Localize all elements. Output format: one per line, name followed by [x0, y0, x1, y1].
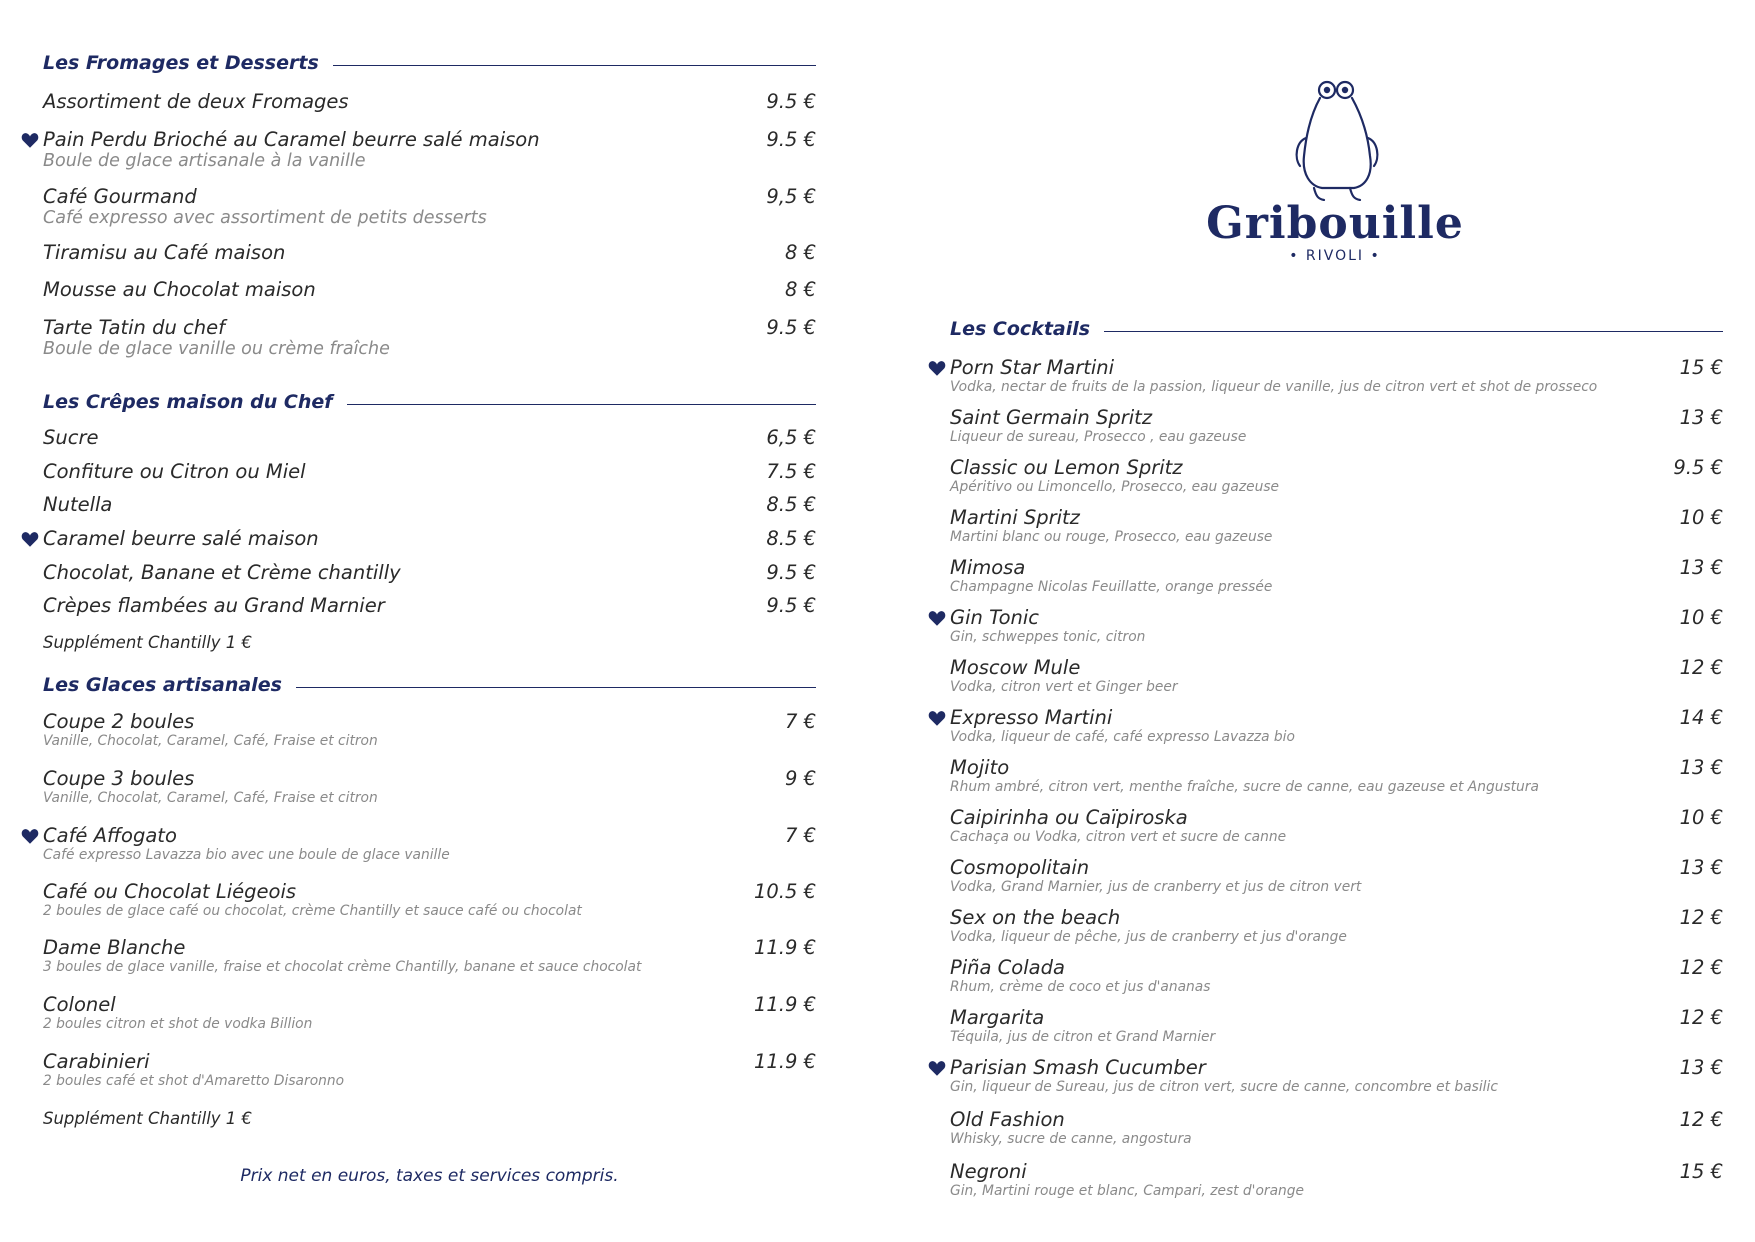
item-price: 12 € — [1679, 1108, 1723, 1131]
section-title: Les Fromages et Desserts — [43, 52, 333, 74]
item-name: Coupe 2 boules — [43, 710, 195, 733]
item-price: 9.5 € — [1673, 456, 1723, 479]
menu-item — [950, 507, 1723, 546]
item-description: Téquila, jus de citron et Grand Marnier — [950, 1029, 1216, 1045]
item-price: 12 € — [1679, 1006, 1723, 1029]
menu-item — [950, 457, 1723, 496]
item-price: 11.9 € — [753, 936, 816, 959]
item-price: 13 € — [1679, 756, 1723, 779]
item-description: Vodka, Grand Marnier, jus de cranberry et jus de citron vert — [950, 879, 1362, 895]
menu-item — [950, 1007, 1723, 1046]
item-name: Parisian Smash Cucumber — [950, 1056, 1206, 1079]
item-price: 13 € — [1679, 556, 1723, 579]
item-description: 2 boules de glace café ou chocolat, crème Chantilly et sauce café ou chocolat — [43, 903, 582, 919]
menu-item — [43, 881, 816, 920]
menu-item — [43, 279, 816, 301]
item-name: Dame Blanche — [43, 936, 186, 959]
item-name: Confiture ou Citron ou Miel — [43, 460, 306, 483]
item-price: 13 € — [1679, 406, 1723, 429]
item-price: 15 € — [1679, 1160, 1723, 1183]
section-crepes-header — [43, 391, 816, 421]
heart-icon — [928, 610, 946, 627]
mascot-icon — [1190, 76, 1480, 201]
item-name: Saint Germain Spritz — [950, 406, 1153, 429]
menu-item — [950, 557, 1723, 596]
item-description: Boule de glace vanille ou crème fraîche — [43, 339, 390, 359]
item-description: Café expresso Lavazza bio avec une boule de glace vanille — [43, 847, 450, 863]
item-description: Martini blanc ou rouge, Prosecco, eau gazeuse — [950, 529, 1273, 545]
item-price: 10 € — [1679, 806, 1723, 829]
section-fromages-header — [43, 52, 816, 82]
item-description: Boule de glace artisanale à la vanille — [43, 151, 366, 171]
item-name: Colonel — [43, 993, 116, 1016]
menu-item — [43, 186, 816, 228]
menu-item — [43, 427, 816, 449]
item-description: Liqueur de sureau, Prosecco , eau gazeuse — [950, 429, 1247, 445]
menu-item — [950, 1161, 1723, 1200]
item-price: 8 € — [784, 241, 816, 264]
item-price: 9.5 € — [766, 594, 816, 617]
menu-item — [43, 461, 816, 483]
item-price: 14 € — [1679, 706, 1723, 729]
item-description: Vodka, citron vert et Ginger beer — [950, 679, 1178, 695]
item-price: 8.5 € — [766, 527, 816, 550]
item-name: Margarita — [950, 1006, 1045, 1029]
item-name: Tiramisu au Café maison — [43, 241, 286, 264]
item-description: Cachaça ou Vodka, citron vert et sucre de canne — [950, 829, 1287, 845]
item-price: 10 € — [1679, 606, 1723, 629]
item-price: 8 € — [784, 278, 816, 301]
item-price: 10.5 € — [753, 880, 816, 903]
item-name: Café Affogato — [43, 824, 177, 847]
item-name: Porn Star Martini — [950, 356, 1115, 379]
item-description: Café expresso avec assortiment de petits desserts — [43, 208, 487, 228]
heart-icon — [21, 132, 39, 149]
item-price: 11.9 € — [753, 1050, 816, 1073]
item-price: 7 € — [784, 710, 816, 733]
item-price: 7 € — [784, 824, 816, 847]
menu-item — [950, 407, 1723, 446]
menu-item — [43, 528, 816, 550]
item-name: Negroni — [950, 1160, 1027, 1183]
item-name: Carabinieri — [43, 1050, 150, 1073]
menu-item — [950, 707, 1723, 746]
item-name: Gin Tonic — [950, 606, 1040, 629]
item-name: Assortiment de deux Fromages — [43, 90, 349, 113]
item-description: Vanille, Chocolat, Caramel, Café, Fraise et citron — [43, 733, 378, 749]
item-description: Gin, schweppes tonic, citron — [950, 629, 1146, 645]
menu-item — [950, 607, 1723, 646]
price-footer-note: Prix net en euros, taxes et services compris. — [240, 1166, 619, 1186]
logo-subtitle: • RIVOLI • — [1289, 248, 1381, 264]
item-name: Mimosa — [950, 556, 1026, 579]
item-price: 13 € — [1679, 856, 1723, 879]
item-name: Chocolat, Banane et Crème chantilly — [43, 561, 401, 584]
section-title: Les Crêpes maison du Chef — [43, 391, 347, 413]
item-name: Mousse au Chocolat maison — [43, 278, 316, 301]
menu-item — [950, 907, 1723, 946]
restaurant-logo — [1190, 76, 1480, 276]
section-title: Les Cocktails — [950, 318, 1104, 340]
menu-item — [950, 357, 1723, 396]
section-title: Les Glaces artisanales — [43, 674, 296, 696]
item-name: Cosmopolitain — [950, 856, 1090, 879]
menu-item — [43, 595, 816, 617]
item-name: Sucre — [43, 426, 99, 449]
item-description: Champagne Nicolas Feuillatte, orange pressée — [950, 579, 1273, 595]
item-price: 12 € — [1679, 906, 1723, 929]
heart-icon — [21, 828, 39, 845]
item-description: Gin, Martini rouge et blanc, Campari, zest d'orange — [950, 1183, 1305, 1199]
menu-item — [950, 1109, 1723, 1148]
item-price: 9.5 € — [766, 561, 816, 584]
menu-item — [43, 937, 816, 976]
menu-item — [950, 957, 1723, 996]
menu-item — [43, 317, 816, 359]
item-name: Piña Colada — [950, 956, 1065, 979]
item-name: Nutella — [43, 493, 113, 516]
heart-icon — [928, 360, 946, 377]
logo-wordmark: Gribouille — [1206, 198, 1464, 249]
item-description: Vanille, Chocolat, Caramel, Café, Fraise et citron — [43, 790, 378, 806]
menu-item — [43, 129, 816, 171]
item-name: Caipirinha ou Caïpiroska — [950, 806, 1188, 829]
heart-icon — [928, 710, 946, 727]
item-price: 12 € — [1679, 656, 1723, 679]
item-price: 6,5 € — [766, 426, 816, 449]
menu-item — [43, 994, 816, 1033]
item-description: 2 boules citron et shot de vodka Billion — [43, 1016, 313, 1032]
menu-item — [43, 711, 816, 750]
item-name: Café ou Chocolat Liégeois — [43, 880, 297, 903]
item-price: 15 € — [1679, 356, 1723, 379]
item-price: 9.5 € — [766, 90, 816, 113]
menu-item — [43, 768, 816, 807]
item-price: 11.9 € — [753, 993, 816, 1016]
menu-item — [950, 857, 1723, 896]
item-name: Old Fashion — [950, 1108, 1065, 1131]
item-description: Gin, liqueur de Sureau, jus de citron vert, sucre de canne, concombre et basilic — [950, 1079, 1498, 1095]
item-description: Vodka, liqueur de pêche, jus de cranberry et jus d'orange — [950, 929, 1347, 945]
item-description: Apéritivo ou Limoncello, Prosecco, eau gazeuse — [950, 479, 1280, 495]
item-name: Classic ou Lemon Spritz — [950, 456, 1183, 479]
section-cocktails-header — [950, 318, 1723, 348]
item-description: Vodka, liqueur de café, café expresso Lavazza bio — [950, 729, 1295, 745]
item-description: Rhum, crème de coco et jus d'ananas — [950, 979, 1211, 995]
item-price: 8.5 € — [766, 493, 816, 516]
menu-item — [43, 1051, 816, 1090]
section-glaces-header — [43, 674, 816, 704]
item-name: Café Gourmand — [43, 185, 197, 208]
item-name: Mojito — [950, 756, 1010, 779]
item-name: Tarte Tatin du chef — [43, 316, 225, 339]
item-name: Crèpes flambées au Grand Marnier — [43, 594, 385, 617]
item-price: 9.5 € — [766, 316, 816, 339]
item-price: 10 € — [1679, 506, 1723, 529]
item-name: Caramel beurre salé maison — [43, 527, 319, 550]
item-price: 9 € — [784, 767, 816, 790]
supplement-note: Supplément Chantilly 1 € — [43, 633, 253, 652]
item-name: Sex on the beach — [950, 906, 1121, 929]
menu-item — [950, 657, 1723, 696]
menu-item — [950, 1057, 1723, 1096]
item-description: Rhum ambré, citron vert, menthe fraîche, sucre de canne, eau gazeuse et Angustura — [950, 779, 1539, 795]
item-name: Coupe 3 boules — [43, 767, 195, 790]
item-price: 7.5 € — [766, 460, 816, 483]
item-description: Whisky, sucre de canne, angostura — [950, 1131, 1192, 1147]
item-name: Pain Perdu Brioché au Caramel beurre salé maison — [43, 128, 540, 151]
item-name: Martini Spritz — [950, 506, 1080, 529]
item-description: 3 boules de glace vanille, fraise et chocolat crème Chantilly, banane et sauce chocolat — [43, 959, 642, 975]
supplement-note: Supplément Chantilly 1 € — [43, 1109, 253, 1128]
item-name: Expresso Martini — [950, 706, 1113, 729]
heart-icon — [928, 1060, 946, 1077]
item-name: Moscow Mule — [950, 656, 1081, 679]
menu-item — [43, 562, 816, 584]
item-price: 12 € — [1679, 956, 1723, 979]
menu-item — [950, 807, 1723, 846]
item-description: 2 boules café et shot d'Amaretto Disaronno — [43, 1073, 345, 1089]
menu-item — [950, 757, 1723, 796]
menu-item — [43, 242, 816, 264]
item-description: Vodka, nectar de fruits de la passion, liqueur de vanille, jus de citron vert et shot de prosseco — [950, 379, 1598, 395]
item-price: 13 € — [1679, 1056, 1723, 1079]
item-price: 9.5 € — [766, 128, 816, 151]
item-price: 9,5 € — [766, 185, 816, 208]
menu-item — [43, 825, 816, 864]
menu-item — [43, 91, 816, 113]
heart-icon — [21, 531, 39, 548]
menu-item — [43, 494, 816, 516]
